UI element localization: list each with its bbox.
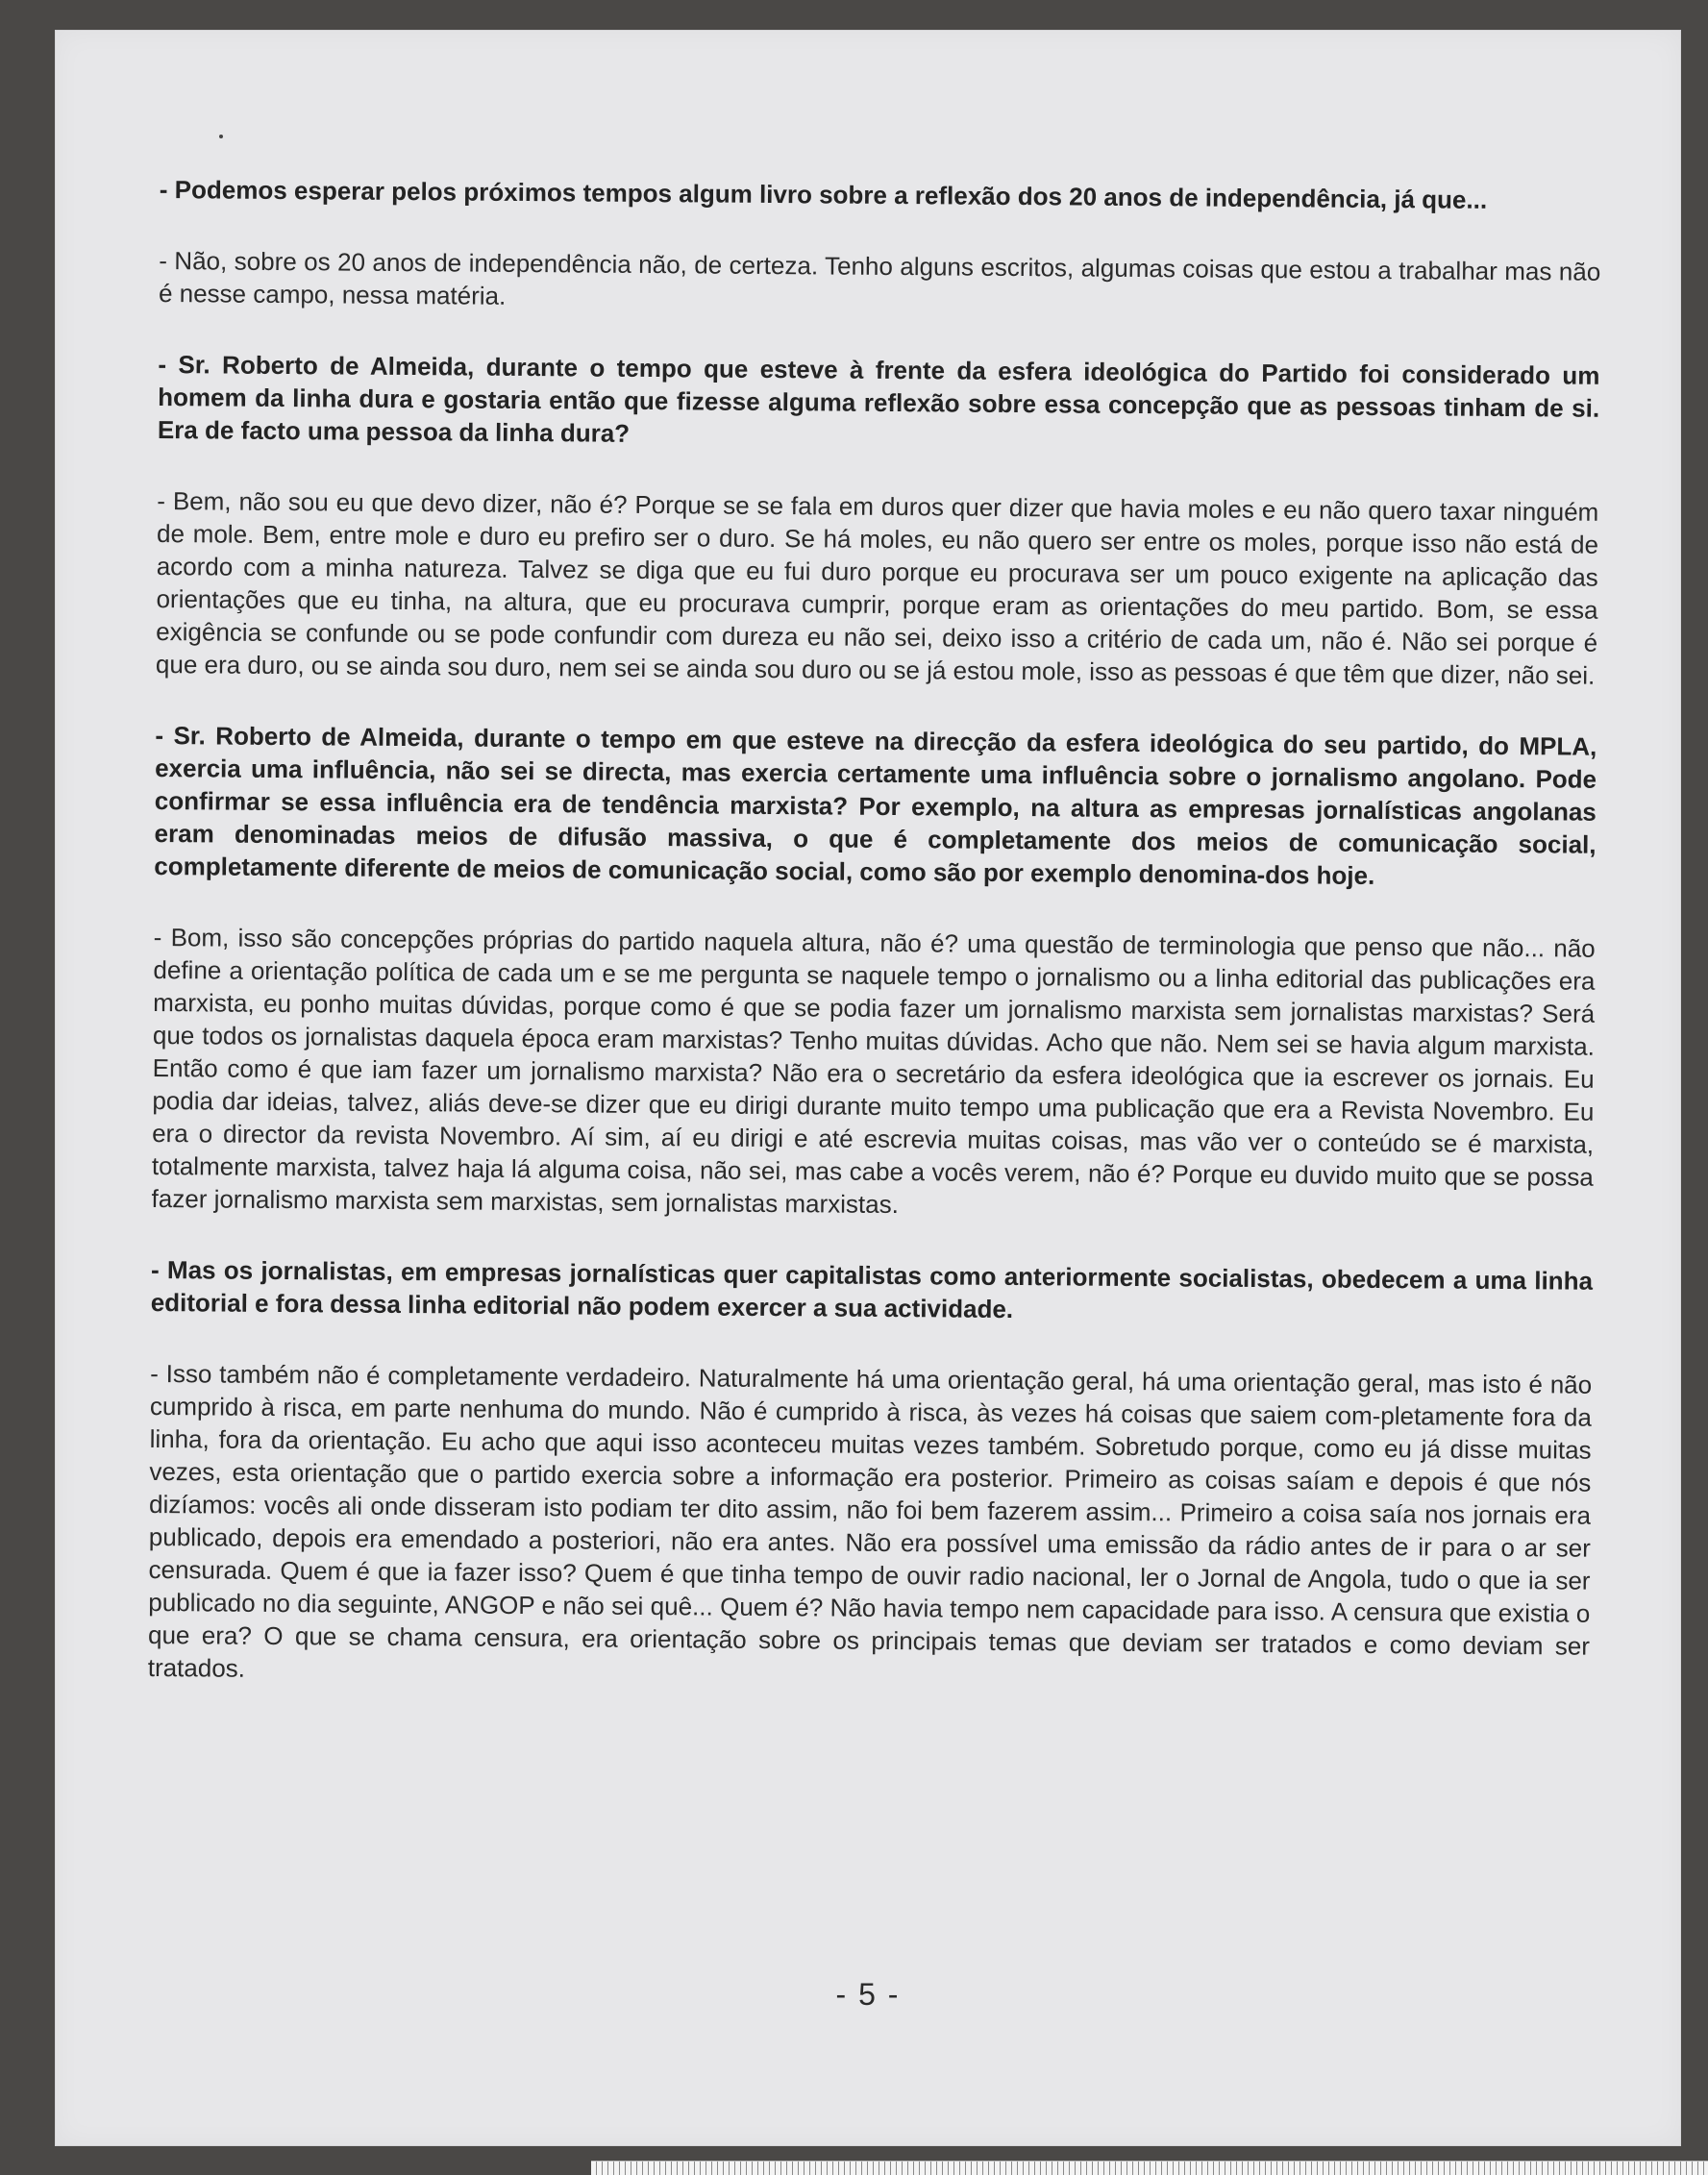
stray-mark bbox=[219, 135, 223, 138]
page-number: - 5 - bbox=[835, 1977, 901, 2012]
answer-2: - Bem, não sou eu que devo dizer, não é? Porque se se fala em duros quer dizer que havia moles e eu não quero taxar ninguém de mole. Bem, entre mole e duro eu prefiro ser o duro. Se há moles, eu não quero ser entre os moles, porque isso não está de acordo com a minha natureza. Talvez se diga que eu fui duro porque eu procurava ser um pouco exigente na aplicação das orientações que eu tinha, na altura, que eu procurava cumprir, porque eram as orientações do meu partido. Bom, se essa exigência se confunde ou se pode confundir com dureza eu não sei, deixo isso a critério de cada um, não é. Não sei porque é que era duro, ou se ainda sou duro, nem sei se ainda sou duro ou se já estou mole, isso as pessoas é que têm que dizer, não sei. bbox=[155, 485, 1599, 690]
document-page bbox=[56, 31, 1680, 2145]
answer-3: - Bom, isso são concepções próprias do partido naquela altura, não é? uma questão de terminologia que penso que não... não define a orientação política de cada um e se me pergunta se naquele tempo o jornalismo ou a linha editorial das publicações era marxista, eu ponho muitas dúvidas, porque como é que se podia fazer um jornalismo marxista sem jornalistas marxistas? Será que todos os jornalistas daquela época eram marxistas? Tenho muitas dúvidas. Acho que não. Nem sei se havia algum marxista. Então como é que iam fazer um jornalismo marxista? Não era o secretário da esfera ideológica que ia escrever os jornais. Eu podia dar ideias, talvez, aliás deve-se dizer que eu dirigi durante muito tempo uma publicação que era a Revista Novembro. Eu era o director da revista Novembro. Aí sim, aí eu dirigi e até escrevia muitas coisas, mas vão ver o conteúdo se é marxista, totalmente marxista, talvez haja lá alguma coisa, não sei, mas cabe a vocês verem, não é? Porque eu duvido muito que se possa fazer jornalismo marxista sem marxistas, sem jornalistas marxistas. bbox=[151, 922, 1596, 1220]
question-1: - Podemos esperar pelos próximos tempos algum livro sobre a reflexão dos 20 anos de independência, já que... bbox=[159, 174, 1488, 214]
scale-ruler bbox=[591, 2161, 1708, 2175]
question-3: - Sr. Roberto de Almeida, durante o tempo em que esteve na direcção da esfera ideológica do seu partido, do MPLA, exercia uma influência, não sei se directa, mas exercia certamente uma influência sobre o jornalismo angolano. Pode confirmar se essa influência era de tendência marxista? Por exemplo, na altura as empresas jornalísticas angolanas eram denominadas meios de difusão massiva, o que é completamente dos meios de comunicação social, completamente diferente de meios de comunicação social, como são por exemplo denomina-dos hoje. bbox=[154, 720, 1597, 890]
interview-text bbox=[147, 173, 1601, 1734]
answer-1: - Não, sobre os 20 anos de independência não, de certeza. Tenho alguns escritos, algumas coisas que estou a trabalhar mas não é nesse campo, nessa matéria. bbox=[158, 245, 1601, 310]
question-4: - Mas os jornalistas, em empresas jornalísticas quer capitalistas como anteriormente socialistas, obedecem a uma linha editorial e fora dessa linha editorial não podem exercer a sua actividade. bbox=[150, 1254, 1594, 1324]
answer-4: - Isso também não é completamente verdadeiro. Naturalmente há uma orientação geral, há uma orientação geral, mas isto é não cumprido à risca, em parte nenhuma do mundo. Não é cumprido à risca, às vezes há coisas que saiem com-pletamente fora da linha, fora da orientação. Eu acho que aqui isso aconteceu muitas vezes também. Sobretudo porque, como eu já disse muitas vezes, esta orientação que o partido exercia sobre a informação era posterior. Primeiro as coisas saíam e depois é que nós dizíamos: vocês ali onde disseram isto podiam ter dito assim, não foi bem fazerem assim... Primeiro a coisa saía nos jornais era publicado, depois era emendado a posteriori, não era antes. Não era possível uma emissão da rádio antes de ir para o ar ser censurada. Quem é que ia fazer isso? Quem é que tinha tempo de ouvir radio nacional, ler o Jornal de Angola, tudo o que ia ser publicado no dia seguinte, ANGOP e não sei quê... Quem é? Não havia tempo nem capacidade para isso. A censura que existia o que era? O que se chama censura, era orientação sobre os principais temas que deviam ser tratados e como deviam ser tratados. bbox=[147, 1358, 1593, 1683]
question-2: - Sr. Roberto de Almeida, durante o tempo que esteve à frente da esfera ideológica do Partido foi considerado um homem da linha dura e gostaria então que fizesse alguma reflexão sobre essa concepção que as pessoas tinham de si. Era de facto uma pessoa da linha dura? bbox=[157, 349, 1600, 448]
